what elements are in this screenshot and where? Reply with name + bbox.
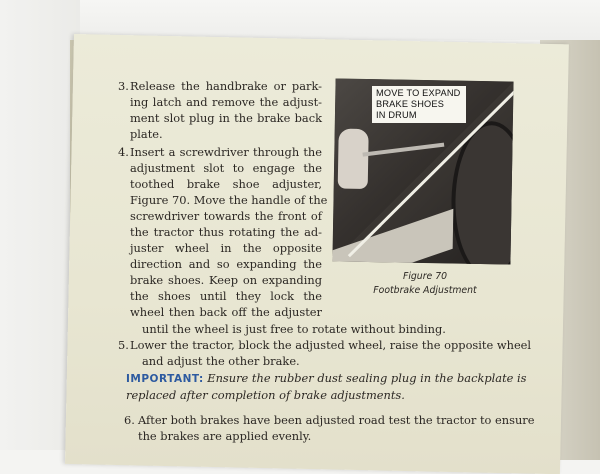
text-line: Insert a screwdriver through the: [130, 145, 322, 159]
text-line: After both brakes have been adjusted road test the tractor to ensure: [138, 413, 535, 427]
text-line: Lower the tractor, block the adjusted wheel, raise the opposite wheel: [130, 338, 532, 352]
step-number: 5.: [118, 338, 129, 352]
important-label: IMPORTANT:: [126, 373, 204, 385]
text-line: wheel then back off the adjuster: [130, 305, 322, 319]
callout-line: MOVE TO EXPAND: [376, 88, 461, 98]
important-note: [126, 370, 527, 403]
step-number: 6.: [124, 413, 135, 427]
text-line: juster wheel in the opposite: [130, 241, 322, 255]
text-line: adjustment slot to engage the: [130, 161, 322, 175]
text-line: plate.: [130, 127, 163, 141]
text-line: the brakes are applied evenly.: [138, 429, 312, 443]
step-4-last-line: [142, 321, 446, 337]
callout-line: BRAKE SHOES: [376, 99, 445, 109]
callout-line: IN DRUM: [376, 110, 417, 120]
text-line: brake shoes. Keep on expanding: [130, 273, 322, 287]
text-line: direction and so expanding the: [130, 257, 322, 271]
text-line: ment slot plug in the brake back: [130, 111, 322, 125]
text-line: ing latch and remove the adjust-: [130, 95, 322, 109]
text-line: Ensure the rubber dust sealing plug in the backplate is: [207, 371, 527, 385]
figure-title: Footbrake Adjustment: [373, 285, 477, 296]
step-6: [124, 412, 535, 444]
step-3: [118, 78, 322, 142]
text-line: the tractor thus rotating the ad-: [130, 225, 322, 239]
step-5: [118, 337, 532, 369]
text-line: Release the handbrake or park-: [130, 79, 322, 93]
text-line: replaced after completion of brake adjustments.: [126, 388, 405, 402]
text-line: toothed brake shoe adjuster,: [130, 177, 322, 191]
figure-number: Figure 70: [402, 271, 448, 282]
step-number: 4.: [118, 145, 129, 159]
text-line: the shoes until they lock the: [130, 289, 322, 303]
text-line: until the wheel is just free to rotate without binding.: [142, 322, 446, 336]
text-line: screwdriver towards the front of: [130, 209, 322, 223]
figure-caption: [360, 270, 490, 298]
step-number: 3.: [118, 79, 129, 93]
step-4: [118, 144, 328, 320]
hand: [338, 129, 369, 190]
text-line: Figure 70. Move the handle of the: [130, 193, 328, 207]
text-line: and adjust the other brake.: [142, 354, 300, 368]
figure-callout-label: [372, 86, 466, 123]
